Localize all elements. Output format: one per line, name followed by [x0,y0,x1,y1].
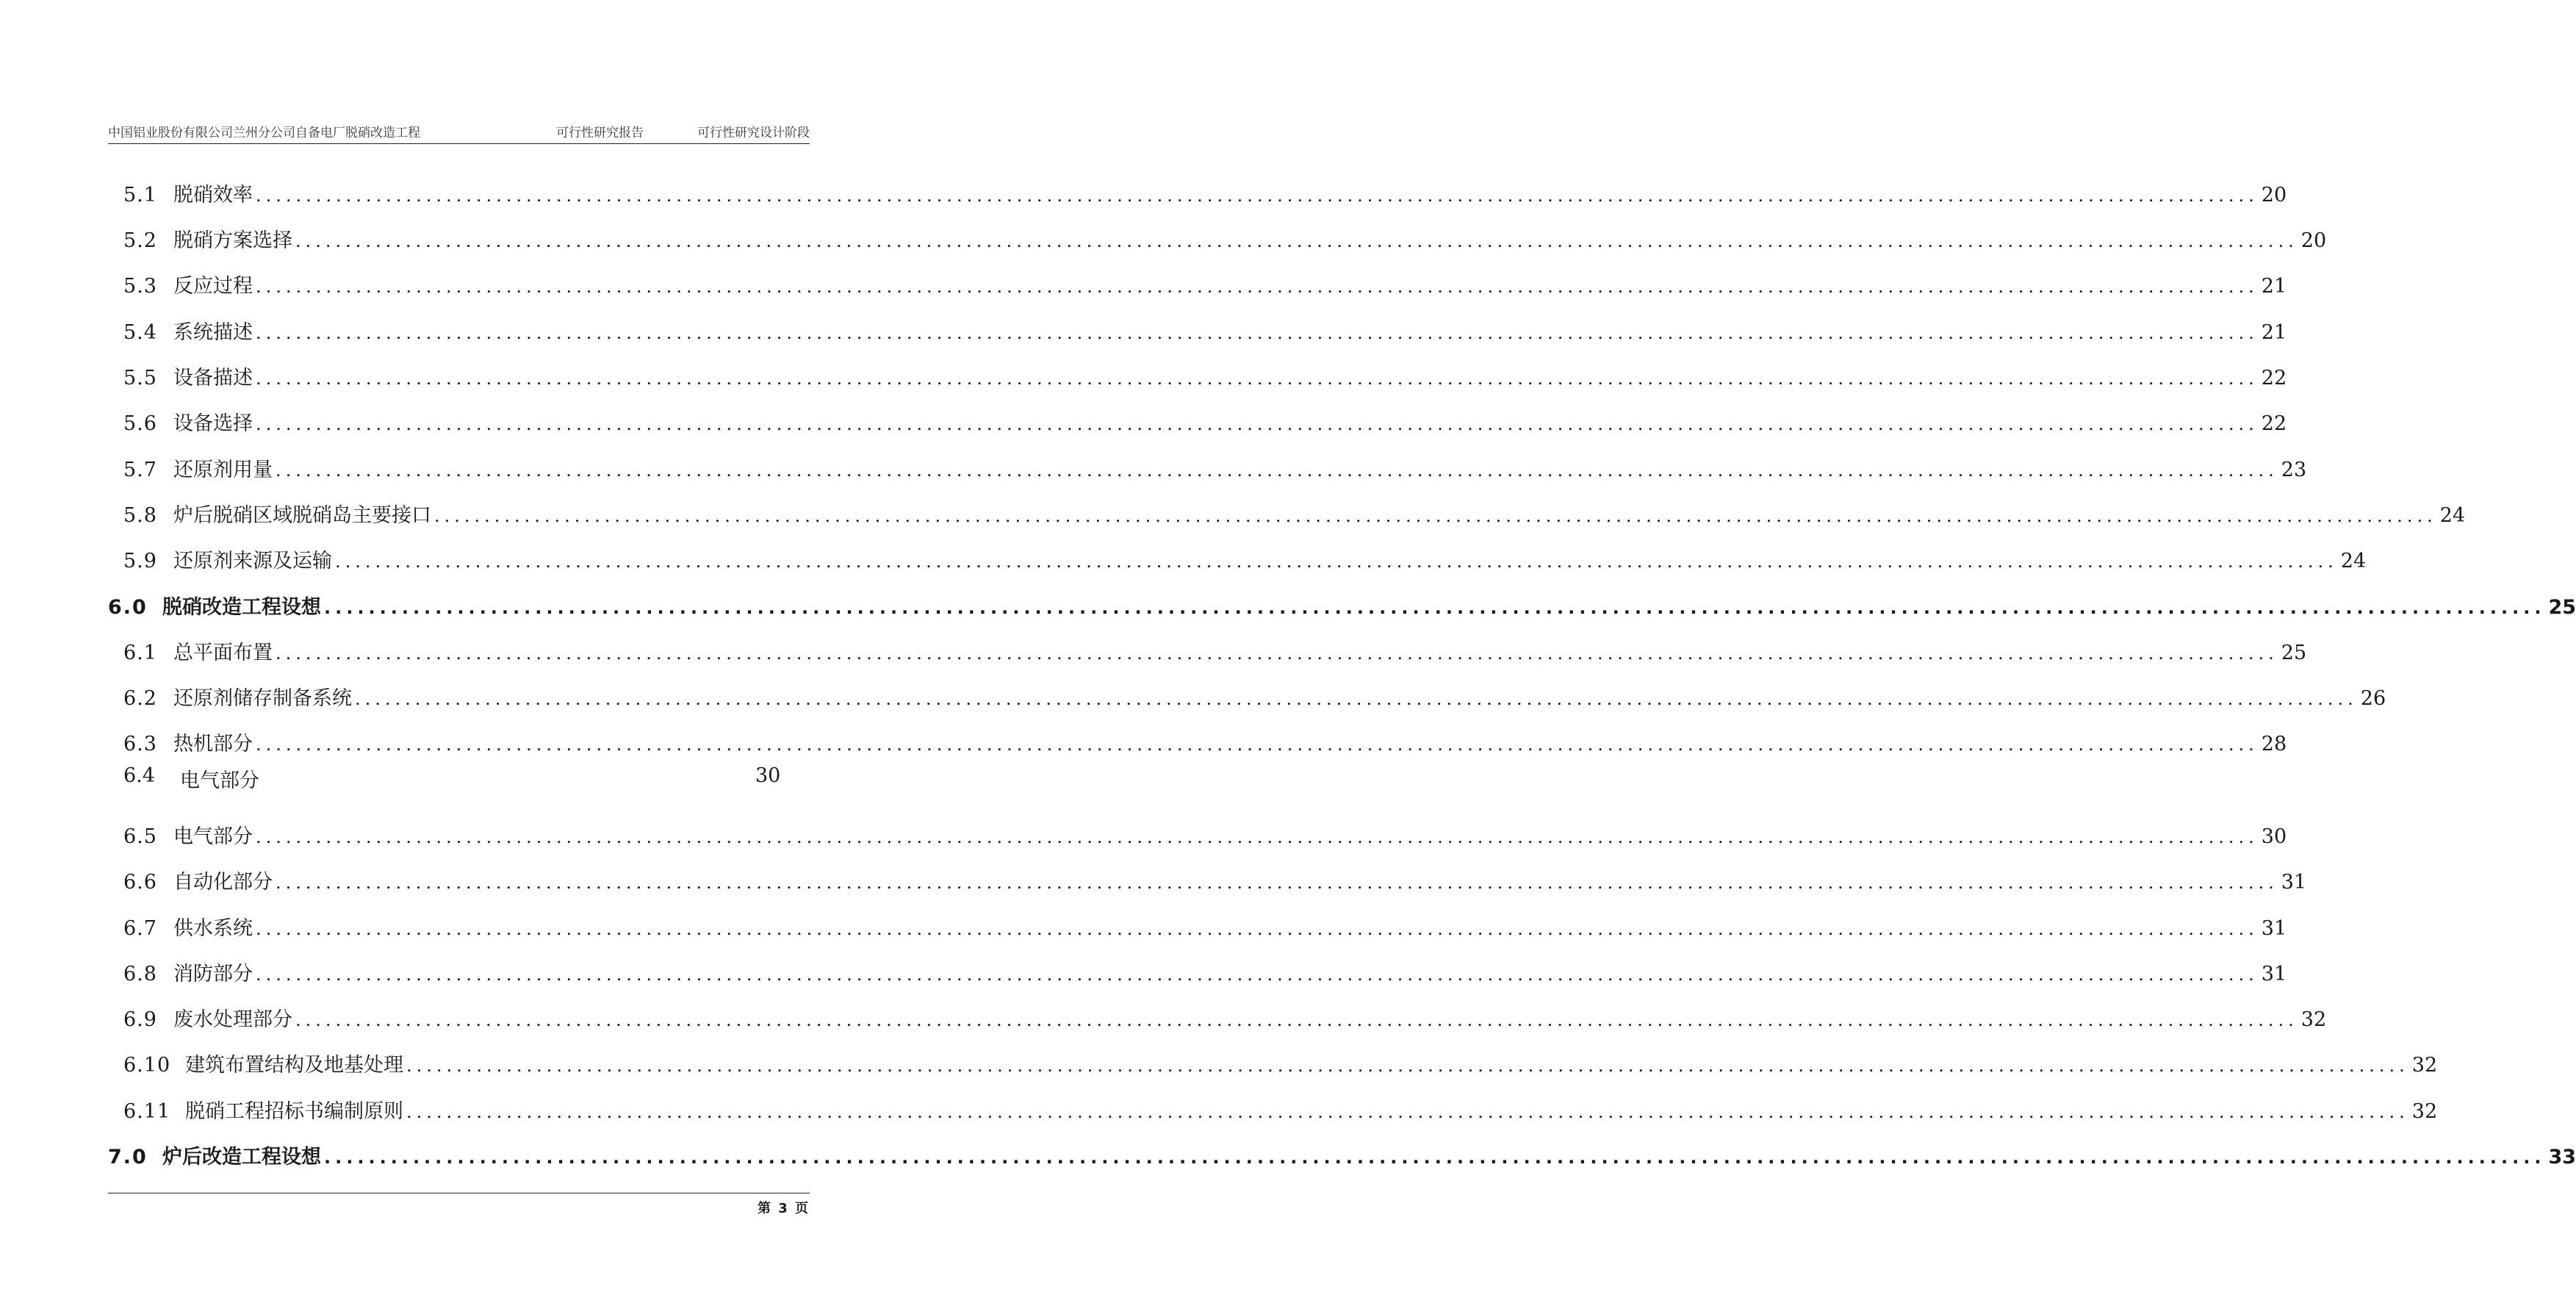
toc-entry-title: 消防部分 [173,963,253,985]
toc-entry-title: 还原剂储存制备系统 [173,687,352,710]
page-number: 第 3 页 [757,1201,810,1216]
toc-entry-title: 脱硝效率 [173,184,253,207]
toc-entry-title: 炉后脱硝区域脱硝岛主要接口 [173,504,431,527]
toc-entry-title: 脱硝改造工程设想 [162,596,321,619]
toc-entry[interactable] [123,270,2287,299]
toc-entry-title: 炉后改造工程设想 [162,1146,321,1168]
toc-entry[interactable] [123,728,2287,757]
toc-entry-number: 5.5 [123,367,157,389]
toc-dot-leader: ........................................................................................................................................................................................................ [295,231,2298,251]
toc-entry-page: 30 [2261,825,2287,848]
toc-entry[interactable] [123,866,2307,895]
toc-entry-title: 总平面布置 [173,642,273,664]
toc-entry[interactable] [123,362,2287,391]
toc-dot-leader: ........................................................................................................................................................................................................ [434,506,2437,526]
toc-entry[interactable] [123,316,2287,345]
toc-entry-number: 6.2 [123,687,157,710]
toc-entry-title: 还原剂来源及运输 [173,550,332,572]
toc-entry-title: 供水系统 [173,917,253,940]
toc-entry-number: 6.3 [123,733,157,755]
toc-entry[interactable] [123,912,2287,941]
toc-entry-page: 32 [2411,1054,2438,1077]
toc-dot-leader: ........................................................................................................................................................................................................ [276,460,2278,481]
toc-entry[interactable] [123,1003,2327,1033]
toc-entry-title: 电气部分 [180,769,259,792]
toc-dot-leader: ........................................................................................................................................................................................................ [256,964,2259,985]
toc-entry[interactable] [123,179,2287,208]
toc-entry-page: 31 [2261,963,2287,985]
page-header [108,122,810,143]
toc-entry-page: 24 [2340,550,2367,572]
toc-entry[interactable] [123,545,2367,574]
toc-entry-title: 系统描述 [173,321,253,344]
toc-dot-leader: ........................................................................................................................................................................................................ [256,276,2259,297]
toc-entry-title: 还原剂用量 [173,459,273,481]
header-report-type: 可行性研究报告 [556,126,644,140]
toc-entry-number: 5.7 [123,459,157,481]
toc-entry-title: 建筑布置结构及地基处理 [185,1054,403,1077]
toc-entry[interactable] [123,820,2287,850]
toc-entry-page: 21 [2261,321,2287,344]
toc-entry-number: 6.8 [123,963,157,985]
toc-entry[interactable] [123,1095,2438,1124]
toc-dot-leader: ........................................................................................................................................................................................................ [256,734,2259,755]
toc-dot-leader: ........................................................................................................................................................................................................ [256,827,2259,847]
toc-dot-leader: ........................................................................................................................................................................................................ [256,414,2259,434]
toc-entry-number: 5.4 [123,321,157,344]
toc-entry-number: 5.2 [123,229,157,252]
toc-entry[interactable] [123,407,2287,437]
toc-entry-page: 30 [755,764,781,787]
toc-entry-number: 6.11 [123,1100,171,1123]
toc-entry-page: 23 [2281,459,2307,481]
toc-entry[interactable] [123,958,2287,987]
toc-entry-number: 6.5 [123,825,157,848]
toc-dot-leader: ........................................................................................................................................................................................................ [295,1010,2298,1030]
toc-entry-number: 6.10 [123,1054,171,1077]
toc-dot-leader: ........................................................................................................................................................................................................ [324,1147,2546,1168]
toc-entry-number: 5.1 [123,184,157,207]
toc-entry-page: 32 [2300,1008,2327,1031]
toc-entry-number: 6.0 [108,596,148,619]
toc-dot-leader: ........................................................................................................................................................................................................ [276,872,2278,893]
toc-entry[interactable] [123,636,2307,666]
toc-chapter-entry[interactable] [108,591,2576,620]
toc-entry[interactable] [123,1049,2438,1078]
toc-dot-leader: ........................................................................................................................................................................................................ [406,1055,2409,1076]
toc-entry-number: 5.8 [123,504,157,527]
toc-entry-number: 5.9 [123,550,157,572]
toc-entry-number: 6.1 [123,642,157,664]
toc-entry-page: 26 [2360,687,2386,710]
toc-dot-leader: ........................................................................................................................................................................................................ [406,1102,2409,1122]
toc-entry-title: 废水处理部分 [173,1008,292,1031]
header-project-title: 中国铝业股份有限公司兰州分公司自备电厂脱硝改造工程 [108,126,420,140]
toc-entry-number: 6.9 [123,1008,157,1031]
toc-entry-page: 21 [2261,275,2287,298]
toc-entry-title: 自动化部分 [173,871,273,894]
toc-entry-page: 32 [2411,1100,2438,1123]
toc-entry-number: 6.4 [123,764,155,787]
toc-entry-title: 设备选择 [173,412,253,435]
toc-dot-leader: ........................................................................................................................................................................................................ [256,368,2259,389]
toc-entry-page: 22 [2261,367,2287,389]
toc-entry-title: 设备描述 [173,367,253,389]
toc-entry-number: 7.0 [108,1146,148,1168]
toc-entry-page: 31 [2261,917,2287,940]
toc-entry-page: 20 [2261,184,2287,207]
toc-entry-title: 反应过程 [173,275,253,298]
toc-entry[interactable] [123,453,2307,483]
toc-entry-page: 22 [2261,412,2287,435]
header-divider [108,143,810,144]
toc-entry[interactable] [123,682,2386,711]
toc-entry-page: 25 [2281,642,2307,664]
toc-dot-leader: ........................................................................................................................................................................................................ [335,551,2338,572]
toc-dot-leader: ........................................................................................................................................................................................................ [256,919,2259,939]
toc-dot-leader: ........................................................................................................................................................................................................ [355,689,2358,709]
toc-entry-title: 热机部分 [173,733,253,755]
toc-entry-number: 6.6 [123,871,157,894]
toc-chapter-entry[interactable] [108,1141,2576,1170]
toc-entry-page: 28 [2261,733,2287,755]
toc-entry-number: 6.7 [123,917,157,940]
toc-dot-leader: ........................................................................................................................................................................................................ [256,185,2259,206]
toc-entry[interactable] [123,499,2466,528]
toc-entry-title: 脱硝方案选择 [173,229,292,252]
toc-entry-title: 脱硝工程招标书编制原则 [185,1100,403,1123]
toc-dot-leader: ........................................................................................................................................................................................................ [256,323,2259,343]
toc-entry-number: 5.6 [123,412,157,435]
toc-entry-page: 25 [2548,596,2576,619]
toc-entry-page: 31 [2281,871,2307,894]
toc-entry[interactable] [123,224,2327,254]
toc-entry-page: 24 [2439,504,2466,527]
toc-entry-page: 20 [2300,229,2327,252]
toc-entry-number: 5.3 [123,275,157,298]
toc-entry-page: 33 [2548,1146,2576,1168]
toc-dot-leader: ........................................................................................................................................................................................................ [324,597,2546,618]
header-design-stage: 可行性研究设计阶段 [697,126,810,140]
toc-entry-title: 电气部分 [173,825,253,848]
toc-dot-leader: ........................................................................................................................................................................................................ [276,643,2278,664]
